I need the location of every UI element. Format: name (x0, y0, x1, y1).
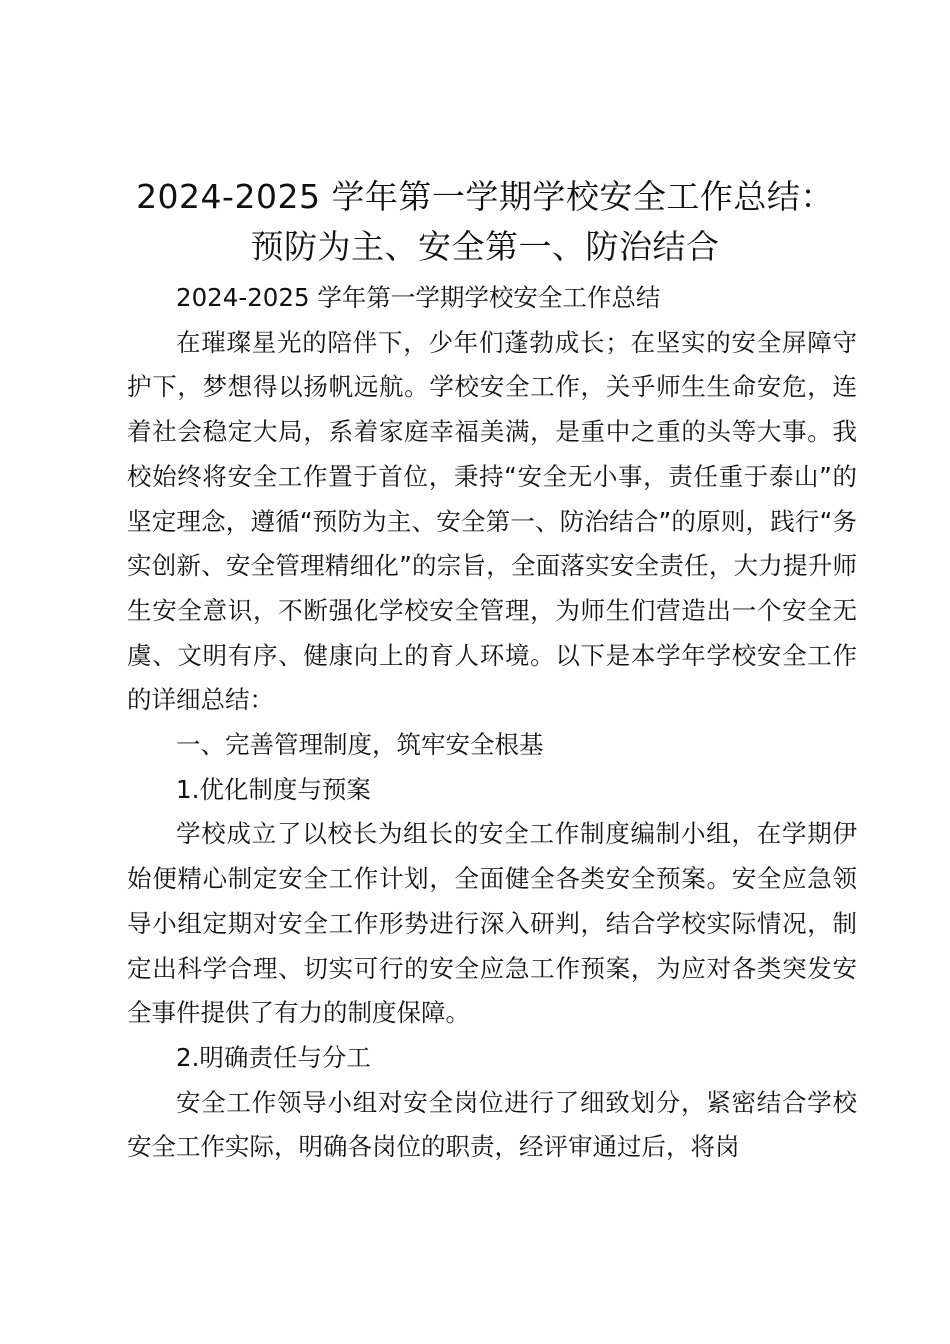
body-paragraph: 学校成立了以校长为组长的安全工作制度编制小组，在学期伊始便精心制定安全工作计划，全面健全各类安全预案。安全应急领导小组定期对安全工作形势进行深入研判，结合学校实际情况，制定出科学合理、切实可行的安全应急工作预案，为应对各类突发安全事件提供了有力的制度保障。 (127, 819, 857, 1028)
subtitle-paragraph: 2024-2025 学年第一学期学校安全工作总结 (176, 283, 661, 312)
document-title-line-1: 2024-2025 学年第一学期学校安全工作总结： (136, 177, 834, 216)
intro-paragraph: 在璀璨星光的陪伴下，少年们蓬勃成长；在坚实的安全屏障守护下，梦想得以扬帆远航。学校安全工作，关乎师生生命安危，连着社会稳定大局，系着家庭幸福美满，是重中之重的头等大事。我校始终将安全工作置于首位，秉持“安全无小事，责任重于泰山”的坚定理念，遵循“预防为主、安全第一、防治结合”的原则，践行“务实创新、安全管理精细化”的宗旨，全面落实安全责任，大力提升师生安全意识，不断强化学校安全管理，为师生们营造出一个安全无虞、文明有序、健康向上的育人环境。以下是本学年学校安全工作的详细总结： (127, 327, 857, 715)
section-heading: 一、完善管理制度，筑牢安全根基 (176, 730, 544, 760)
subsection-heading: 2.明确责任与分工 (176, 1042, 371, 1072)
document-title-line-2: 预防为主、安全第一、防治结合 (250, 227, 720, 266)
body-paragraph: 安全工作领导小组对安全岗位进行了细致划分，紧密结合学校安全工作实际，明确各岗位的职责，经评审通过后，将岗 (127, 1087, 857, 1162)
document-body (127, 276, 857, 1170)
subsection-heading: 1.优化制度与预案 (176, 774, 371, 804)
